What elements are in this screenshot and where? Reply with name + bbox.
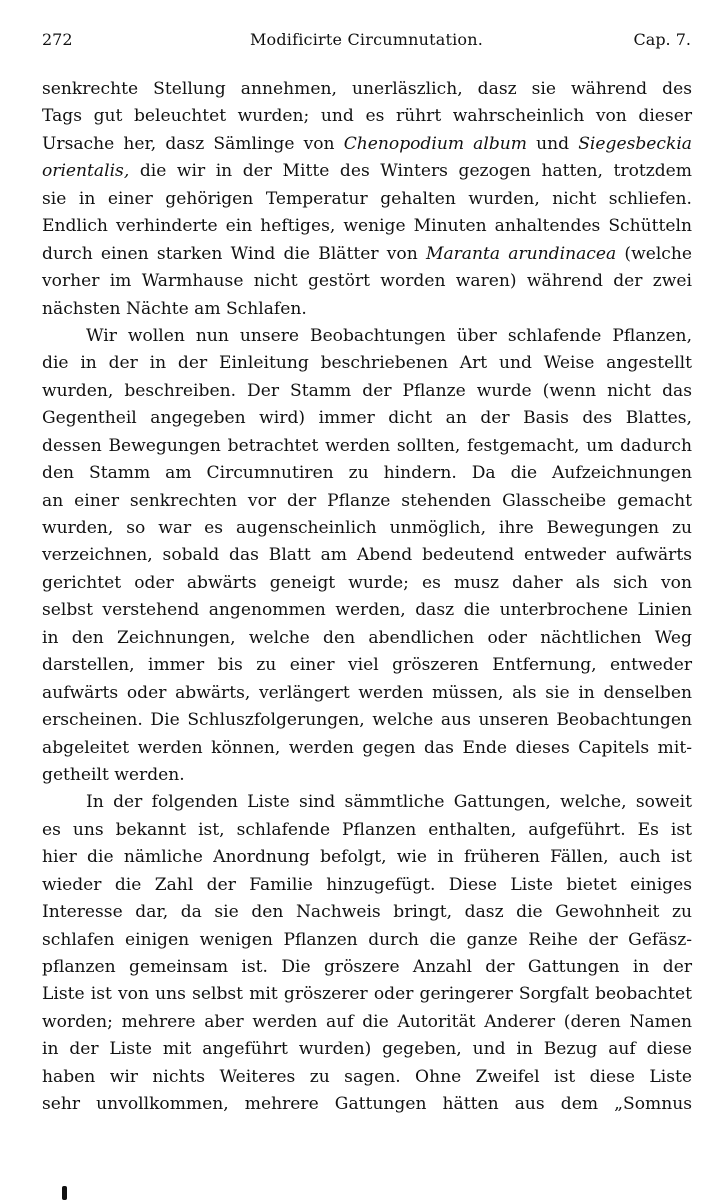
line-text: die in der in der Einleitung beschriebenen Art und Weise angestellt [42, 353, 692, 374]
text-line [42, 899, 692, 926]
line-text: sie in einer gehörigen Temperatur gehalten wurden, nicht schliefen. [42, 188, 692, 209]
text-line [42, 817, 692, 844]
text-line [42, 213, 692, 240]
text-line [42, 872, 692, 899]
text-line [42, 350, 692, 377]
line-text: durch einen starken Wind die Blätter von [42, 243, 426, 264]
text-line [42, 1064, 692, 1091]
text-line [42, 131, 692, 158]
print-mark [62, 1186, 67, 1200]
text-line [42, 158, 692, 185]
line-text: es uns bekannt ist, schlafende Pflanzen enthalten, aufgeführt. Es ist [42, 819, 692, 840]
text-line [42, 103, 692, 130]
line-text: wurden, beschreiben. Der Stamm der Pflanze wurde (wenn nicht das [42, 380, 692, 401]
text-line [42, 652, 692, 679]
text-line [42, 927, 692, 954]
text-line [42, 762, 692, 789]
line-text: den Stamm am Circumnutiren zu hindern. Da die Aufzeichnungen [42, 463, 692, 484]
italic-text: Siegesbeckia [578, 133, 692, 154]
line-text: in der Liste mit angeführt wurden) gegeben, und in Bezug auf diese [42, 1039, 692, 1060]
text-line [42, 433, 692, 460]
line-text: getheilt werden. [42, 764, 185, 785]
text-line [42, 1036, 692, 1063]
line-text: wurden, so war es augenscheinlich unmöglich, ihre Bewegungen zu [42, 518, 692, 538]
text-line [42, 296, 692, 323]
line-text: abgeleitet werden können, werden gegen das Ende dieses Capitels mit- [42, 737, 692, 758]
text-line [42, 405, 692, 432]
line-text: an einer senkrechten vor der Pflanze stehenden Glasscheibe gemacht [42, 490, 692, 511]
line-text: senkrechte Stellung annehmen, unerläszlich, dasz sie während des [42, 79, 692, 99]
text-line [42, 1091, 692, 1118]
line-text: darstellen, immer bis zu einer viel gröszeren Entfernung, entweder [42, 655, 692, 676]
text-line [42, 323, 692, 350]
text-line [42, 76, 692, 103]
text-line [42, 597, 692, 624]
text-line [42, 241, 692, 268]
text-line [42, 268, 692, 295]
text-line [42, 186, 692, 213]
line-text: selbst verstehend angenommen werden, dasz die unterbrochene Linien [42, 600, 692, 621]
text-line [42, 789, 692, 816]
italic-text: orientalis, [42, 161, 130, 182]
text-line [42, 1009, 692, 1036]
text-line [42, 378, 692, 405]
line-text: worden; mehrere aber werden auf die Autorität Anderer (deren Namen [42, 1011, 692, 1032]
text-line [42, 625, 692, 652]
italic-text: Maranta arundinacea [425, 243, 617, 264]
line-text: Ursache her, dasz Sämlinge von [42, 133, 344, 154]
line-text: Liste ist von uns selbst mit gröszerer oder geringerer Sorgfalt beobachtet [42, 984, 692, 1005]
text-line [42, 570, 692, 597]
line-text: die wir in der Mitte des Winters gezogen hatten, trotzdem [129, 161, 692, 182]
text-line [42, 707, 692, 734]
line-text: dessen Bewegungen betrachtet werden sollten, festgemacht, um dadurch [42, 435, 692, 456]
line-text: Tags gut beleuchtet wurden; und es rührt wahrscheinlich von dieser [42, 106, 692, 127]
line-text: sehr unvollkommen, mehrere Gattungen hätten aus dem „Somnus [42, 1094, 692, 1115]
line-text: nächsten Nächte am Schlafen. [42, 298, 307, 319]
line-text: In der folgenden Liste sind sämmtliche Gattungen, welche, soweit [86, 792, 692, 813]
line-text: vorher im Warmhause nicht gestört worden waren) während der zwei [42, 271, 692, 292]
text-line [42, 680, 692, 707]
line-text: (welche [616, 243, 692, 264]
line-text: erscheinen. Die Schluszfolgerungen, welche aus unseren Beobachtungen [42, 710, 692, 731]
text-line [42, 515, 692, 542]
chapter-label: Cap. 7. [633, 30, 691, 49]
body-text [42, 76, 692, 1119]
line-text: aufwärts oder abwärts, verlängert werden müssen, als sie in denselben [42, 682, 692, 703]
line-text: gerichtet oder abwärts geneigt wurde; es musz daher als sich von [42, 572, 692, 593]
line-text: hier die nämliche Anordnung befolgt, wie in früheren Fällen, auch ist [42, 847, 692, 868]
page-number: 272 [42, 30, 73, 49]
line-text: Wir wollen nun unsere Beobachtungen über schlafende Pflanzen, [86, 325, 692, 346]
page-header [42, 30, 691, 60]
line-text: haben wir nichts Weiteres zu sagen. Ohne Zweifel ist diese Liste [42, 1066, 692, 1087]
line-text: Interesse dar, da sie den Nachweis bringt, dasz die Gewohnheit zu [42, 902, 692, 923]
text-line [42, 460, 692, 487]
line-text: Gegentheil angegeben wird) immer dicht an der Basis des Blattes, [42, 408, 692, 429]
text-line [42, 488, 692, 515]
line-text: verzeichnen, sobald das Blatt am Abend bedeutend entweder aufwärts [42, 545, 692, 566]
text-line [42, 981, 692, 1008]
line-text: Endlich verhinderte ein heftiges, wenige Minuten anhaltendes Schütteln [42, 216, 692, 237]
running-title: Modificirte Circumnutation. [249, 30, 484, 49]
line-text: und [527, 133, 579, 154]
text-line [42, 735, 692, 762]
line-text: schlafen einigen wenigen Pflanzen durch die ganze Reihe der Gefäsz- [42, 929, 692, 950]
line-text: in den Zeichnungen, welche den abendlichen oder nächtlichen Weg [42, 627, 692, 648]
line-text: pflanzen gemeinsam ist. Die gröszere Anzahl der Gattungen in der [42, 957, 692, 977]
line-text: wieder die Zahl der Familie hinzugefügt. Diese Liste bietet einiges [42, 874, 692, 895]
text-line [42, 844, 692, 871]
italic-text: Chenopodium album [343, 133, 527, 154]
text-line [42, 542, 692, 569]
text-line [42, 954, 692, 981]
